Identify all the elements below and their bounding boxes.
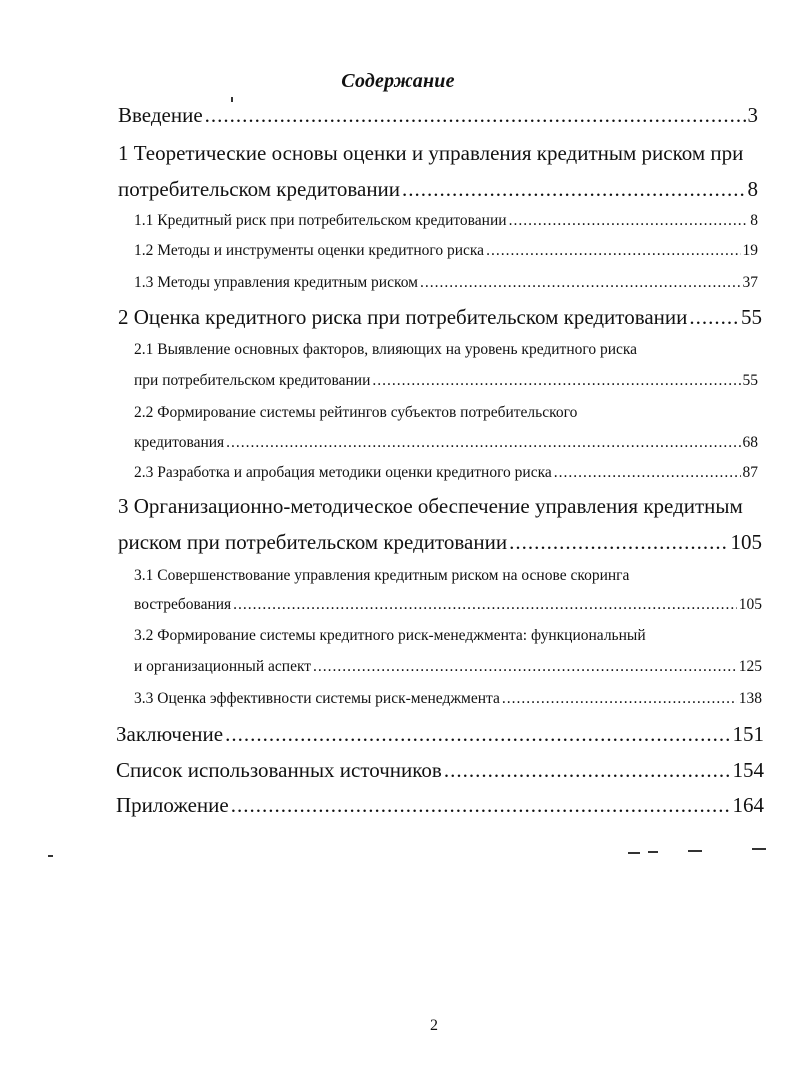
dot-leader xyxy=(486,242,740,260)
dot-leader xyxy=(231,793,731,818)
toc-entry-text-line1: 3.2 Формирование системы кредитного риск-менеджмента: функциональный xyxy=(134,627,646,644)
toc-entry-section-1-1 xyxy=(134,212,758,230)
dot-leader xyxy=(205,103,746,128)
toc-page-number: 87 xyxy=(742,464,758,481)
toc-entry-text-line1: 2.2 Формирование системы рейтингов субъектов потребительского xyxy=(134,404,578,421)
toc-page-number: 164 xyxy=(732,793,764,817)
toc-entry-section-3-2 xyxy=(134,627,762,645)
toc-entry-text-line2: риском при потребительском кредитовании xyxy=(118,530,508,554)
dot-leader xyxy=(444,758,731,783)
toc-page-number: 151 xyxy=(732,722,764,746)
toc-page-number: 105 xyxy=(730,530,762,554)
document-title: Содержание xyxy=(341,70,455,92)
toc-entry-text: 2.3 Разработка и апробация методики оценки кредитного риска xyxy=(134,464,552,481)
scan-speck xyxy=(48,855,53,857)
toc-page-number: 8 xyxy=(747,177,758,201)
toc-entry-intro xyxy=(118,103,758,128)
toc-entry-section-2-1 xyxy=(134,341,758,359)
toc-page-number: 105 xyxy=(738,596,762,613)
scan-speck xyxy=(628,852,640,854)
dot-leader xyxy=(372,372,740,390)
dot-leader xyxy=(420,274,741,292)
toc-entry-text-line2: при потребительском кредитовании xyxy=(134,372,371,389)
toc-entry-text-line2: и организационный аспект xyxy=(134,658,312,675)
dot-leader xyxy=(502,690,737,708)
toc-entry-chapter-3 xyxy=(118,494,762,519)
toc-entry-section-2-2-cont xyxy=(134,434,758,452)
toc-entry-text: 1.3 Методы управления кредитным риском xyxy=(134,274,418,291)
toc-entry-text-line2: потребительском кредитовании xyxy=(118,177,401,201)
scan-speck xyxy=(752,848,766,850)
dot-leader xyxy=(554,464,741,482)
toc-page-number: 55 xyxy=(741,305,762,329)
toc-entry-text: Заключение xyxy=(116,722,224,746)
toc-entry-sources xyxy=(116,758,764,783)
toc-entry-text-line1: 1 Теоретические основы оценки и управления кредитным риском при xyxy=(118,141,744,165)
toc-entry-chapter-3-cont xyxy=(118,530,762,555)
toc-page-number: 3 xyxy=(747,103,758,127)
toc-entry-text: 1.2 Методы и инструменты оценки кредитного риска xyxy=(134,242,485,259)
dot-leader xyxy=(402,177,745,202)
toc-entry-chapter-1-cont xyxy=(118,177,758,202)
toc-entry-section-3-2-cont xyxy=(134,658,762,676)
toc-entry-text-line1: 3.1 Совершенствование управления кредитным риском на основе скоринга xyxy=(134,567,630,584)
toc-entry-text: Приложение xyxy=(116,793,229,817)
toc-entry-text-line2: востребования xyxy=(134,596,232,613)
toc-page-number: 154 xyxy=(732,758,764,782)
page-number: 2 xyxy=(430,1017,438,1034)
toc-page-number: 37 xyxy=(742,274,758,291)
toc-entry-text: Введение xyxy=(118,103,203,127)
toc-entry-section-1-2 xyxy=(134,242,758,260)
toc-page-number: 125 xyxy=(738,658,762,675)
dot-leader xyxy=(226,434,740,452)
scan-speck xyxy=(231,97,233,102)
dot-leader xyxy=(225,722,730,747)
dot-leader xyxy=(313,658,737,676)
toc-entry-conclusion xyxy=(116,722,764,747)
toc-entry-text: 3.3 Оценка эффективности системы риск-менеджмента xyxy=(134,690,500,707)
toc-entry-text: 1.1 Кредитный риск при потребительском кредитовании xyxy=(134,212,507,229)
toc-entry-section-3-1 xyxy=(134,567,758,585)
toc-entry-text: Список использованных источников xyxy=(116,758,442,782)
toc-page-number: 68 xyxy=(742,434,758,451)
toc-entry-appendix xyxy=(116,793,764,818)
dot-leader xyxy=(509,212,749,230)
scan-speck xyxy=(648,851,658,853)
scan-speck xyxy=(688,850,702,852)
toc-page-number: 55 xyxy=(742,372,758,389)
toc-entry-text-line2: кредитования xyxy=(134,434,225,451)
toc-entry-section-2-2 xyxy=(134,404,758,422)
toc-entry-section-3-1-cont xyxy=(134,596,762,614)
toc-entry-section-3-3 xyxy=(134,690,762,708)
toc-page-number: 138 xyxy=(738,690,762,707)
dot-leader xyxy=(689,305,739,330)
toc-entry-text-line1: 3 Организационно-методическое обеспечение управления кредитным xyxy=(118,494,743,518)
toc-entry-section-1-3 xyxy=(134,274,758,292)
toc-entry-section-2-3 xyxy=(134,464,758,482)
toc-page-number: 8 xyxy=(750,212,758,229)
toc-entry-text-line1: 2.1 Выявление основных факторов, влияющих на уровень кредитного риска xyxy=(134,341,638,358)
dot-leader xyxy=(509,530,728,555)
toc-entry-text: 2 Оценка кредитного риска при потребительском кредитовании xyxy=(118,305,688,329)
toc-entry-chapter-1 xyxy=(118,141,758,166)
dot-leader xyxy=(233,596,737,614)
toc-page-number: 19 xyxy=(742,242,758,259)
toc-entry-chapter-2 xyxy=(118,305,762,330)
toc-entry-section-2-1-cont xyxy=(134,372,758,390)
